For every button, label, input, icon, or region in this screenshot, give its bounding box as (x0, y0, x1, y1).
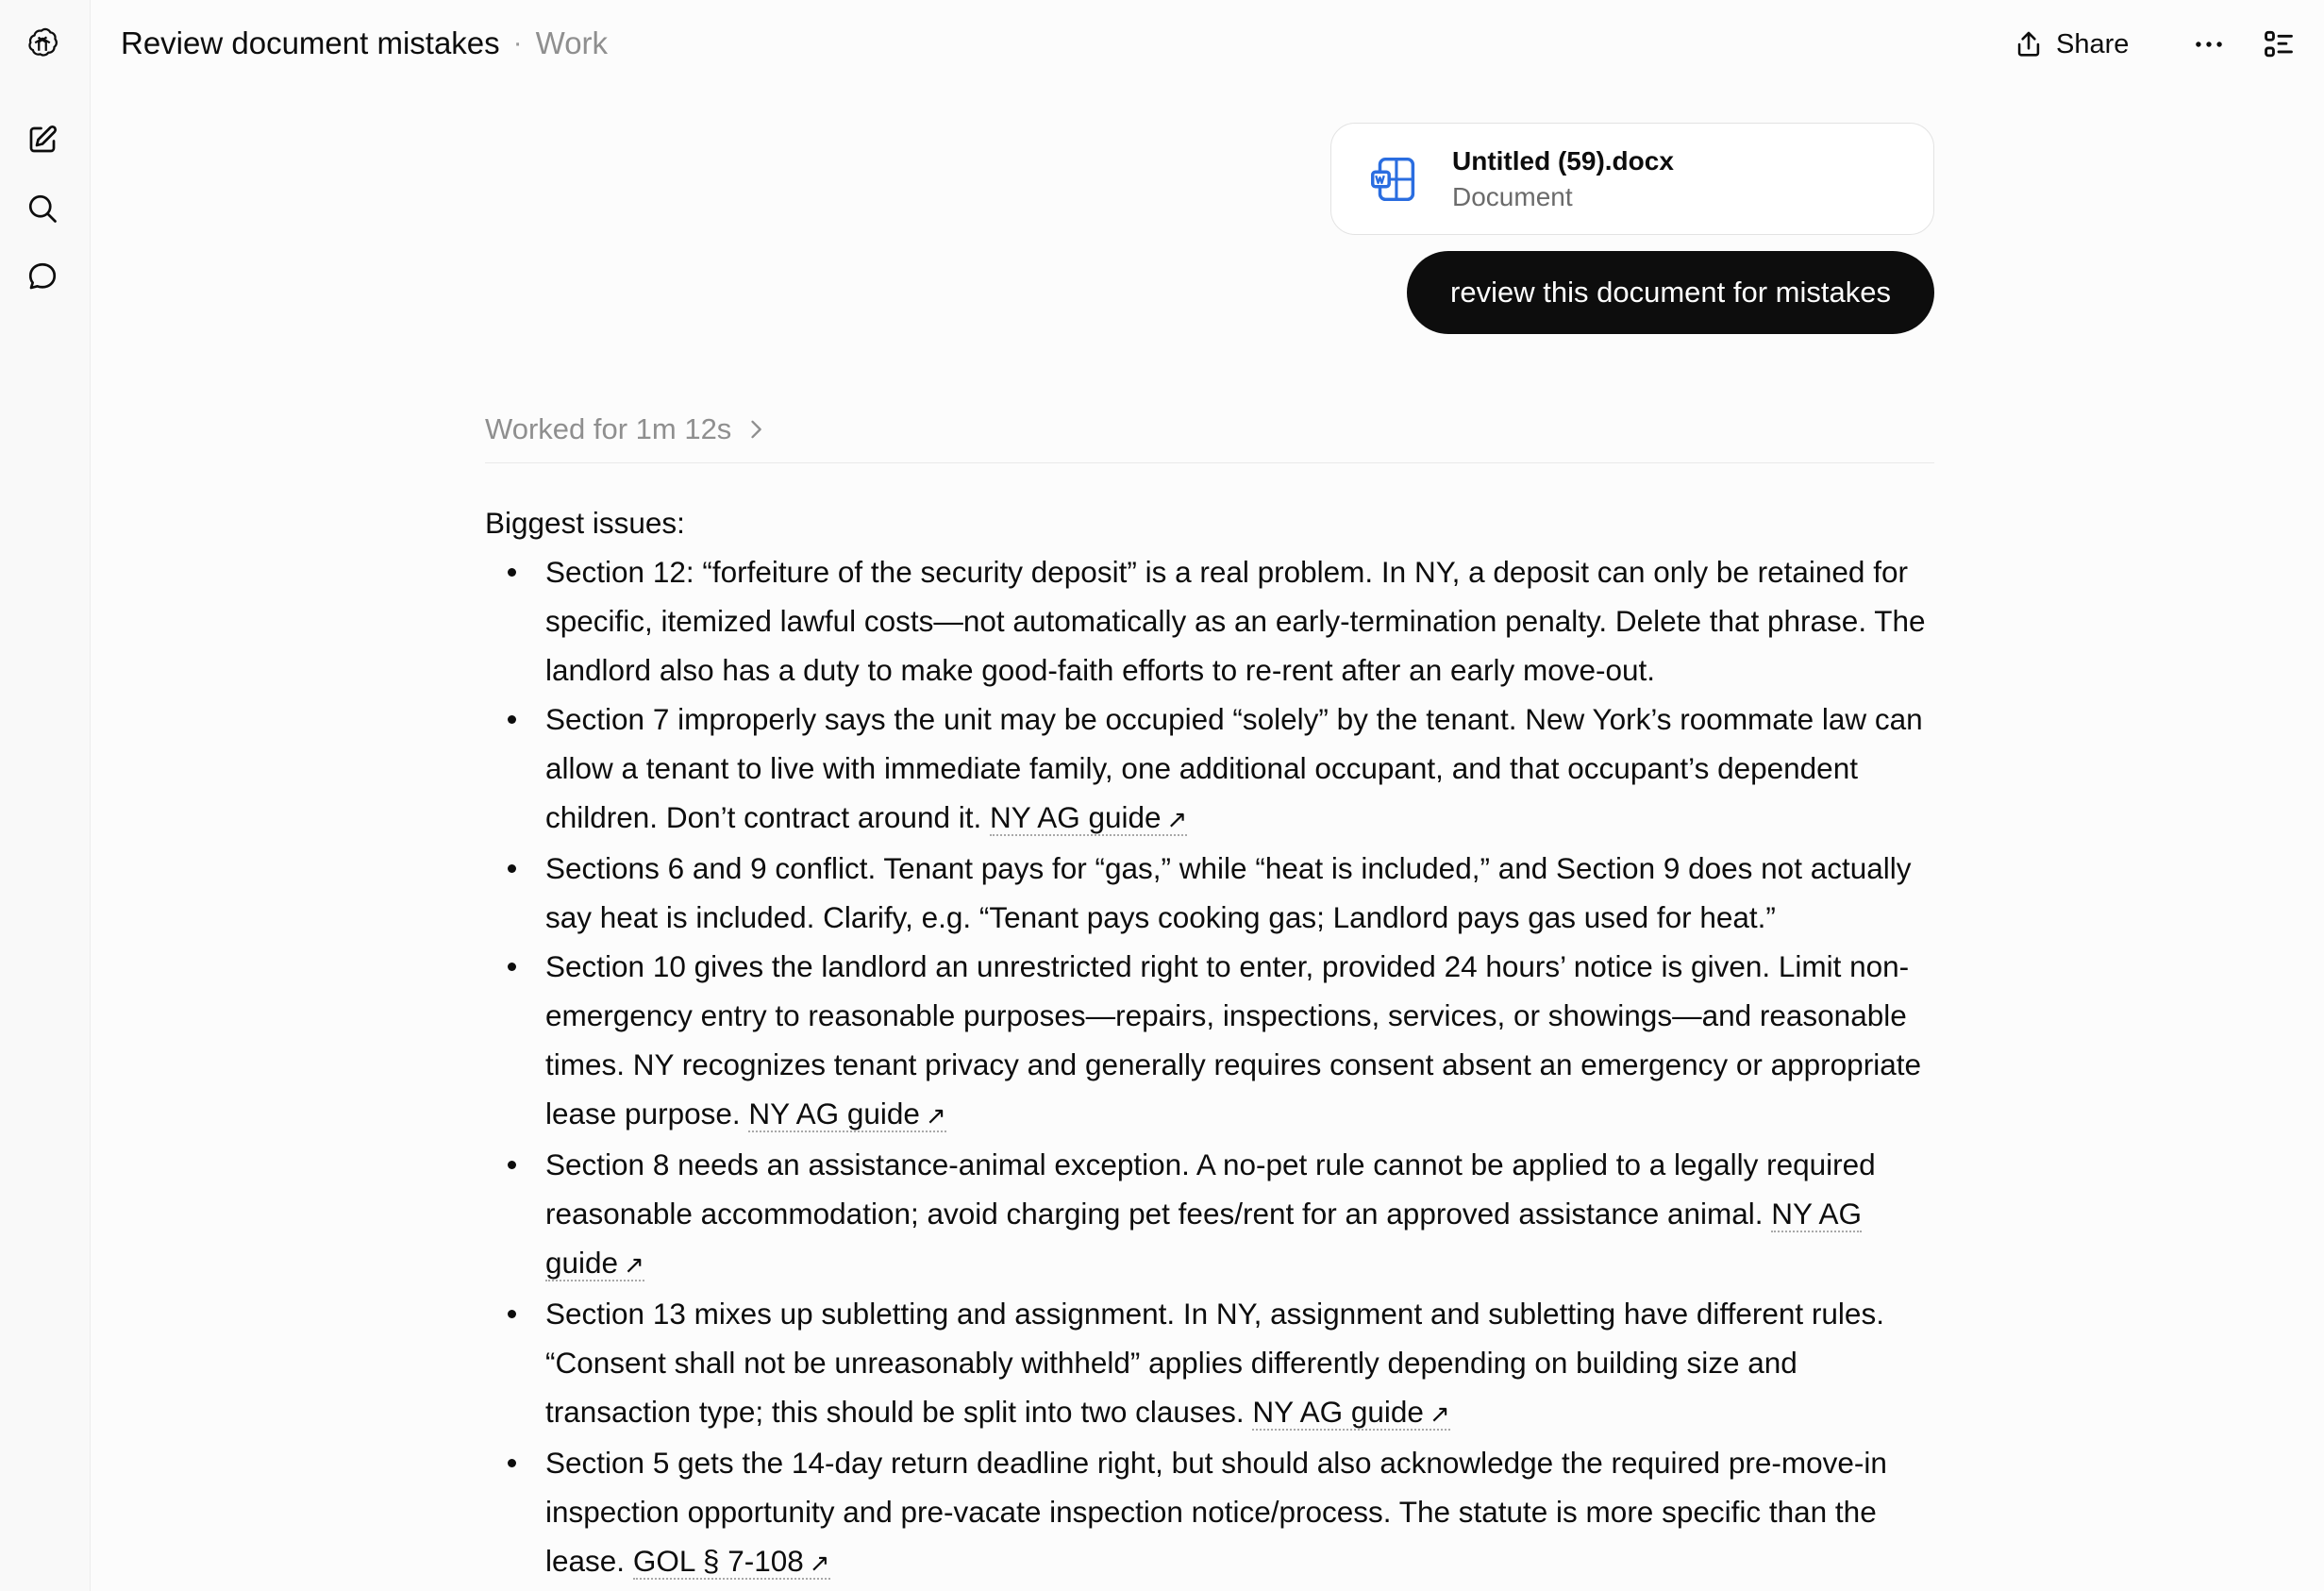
list-item (485, 1438, 1938, 1587)
project-name[interactable]: Work (535, 25, 609, 60)
issue-text: Section 12: “forfeiture of the security deposit” is a real problem. In NY, a deposit can only be retained for specific, itemized lawful costs—not automatically as an early-termination penalty. Delete that phrase. The landlord also has a duty to make good-faith efforts to re-rent after an early move-out. (545, 555, 1926, 687)
issue-text: Section 8 needs an assistance-animal exception. A no-pet rule cannot be applied to a legally required reasonable accommodation; avoid charging pet fees/rent for an approved assistance animal. (545, 1147, 1876, 1231)
toggle-panel-button[interactable] (2257, 23, 2300, 66)
attachment-card[interactable] (1330, 123, 1934, 235)
list-item (485, 942, 1938, 1140)
issue-text: Section 5 gets the 14-day return deadline right, but should also acknowledge the required pre-move-in inspection opportunity and pre-vacate inspection notice/process. The statute is more specific than the lease. (545, 1446, 1887, 1578)
issue-text: Section 7 improperly says the unit may be occupied “solely” by the tenant. New York’s roommate law can allow a tenant to live with immediate family, one additional occupant, and that occupant’s dependent children. Don’t contract around it. (545, 702, 1923, 834)
attachment-type: Document (1452, 181, 1573, 211)
openai-logo-icon[interactable] (21, 21, 64, 64)
search-icon[interactable] (21, 187, 64, 230)
list-item (485, 1289, 1938, 1438)
share-button[interactable] (2005, 23, 2136, 66)
external-link-icon: ↗ (624, 1250, 644, 1279)
external-link-icon: ↗ (1429, 1399, 1450, 1428)
share-icon (2013, 28, 2045, 60)
word-doc-icon (1365, 150, 1424, 209)
list-item (485, 844, 1938, 942)
citation-label: NY AG guide (990, 800, 1162, 834)
citation-link[interactable] (1252, 1395, 1449, 1431)
ellipsis-icon (2191, 26, 2227, 62)
chat-bubble-icon[interactable] (21, 255, 64, 298)
page-title: Review document mistakes (121, 25, 500, 60)
more-options-button[interactable] (2187, 23, 2231, 66)
issues-list (485, 547, 1938, 1587)
external-link-icon: ↗ (809, 1549, 830, 1577)
chevron-right-icon (743, 416, 769, 443)
citation-link[interactable] (633, 1544, 830, 1580)
divider (485, 462, 1934, 463)
worked-for-toggle[interactable] (485, 410, 769, 449)
citation-label: NY AG guide (1252, 1395, 1424, 1429)
external-link-icon: ↗ (1166, 805, 1188, 833)
citation-label: NY AG guide (748, 1097, 920, 1130)
issue-text: Sections 6 and 9 conflict. Tenant pays for “gas,” while “heat is included,” and Section 9 does not actually say heat is included. Clarify, e.g. “Tenant pays cooking gas; Landlord pays gas used for heat.” (545, 851, 1912, 934)
conversation-title[interactable] (121, 25, 608, 62)
share-label: Share (2056, 28, 2130, 59)
issue-text: Section 10 gives the landlord an unrestricted right to enter, provided 24 hours’ notice is given. Limit non-emergency entry to reasonable purposes—repairs, inspections, services, or showings—and reasonable times. NY recognizes tenant privacy and generally requires consent absent an emergency or appropriate lease purpose. (545, 949, 1921, 1130)
new-chat-icon[interactable] (21, 118, 64, 161)
title-separator: · (512, 27, 523, 59)
response-intro: Biggest issues: (485, 506, 685, 540)
citation-label: NY AG guide (545, 1197, 1862, 1280)
issue-text: Section 13 mixes up subletting and assignment. In NY, assignment and subletting have different rules. “Consent shall not be unreasonably withheld” applies differently depending on building size and transaction type; this should be split into two clauses. (545, 1297, 1884, 1429)
worked-for-label: Worked for 1m 12s (485, 412, 732, 445)
citation-link[interactable] (990, 800, 1187, 836)
external-link-icon: ↗ (925, 1101, 946, 1130)
list-item (485, 1140, 1938, 1289)
citation-label: GOL § 7-108 (632, 1544, 804, 1578)
user-message-bubble: review this document for mistakes (1407, 251, 1934, 334)
list-item (485, 695, 1938, 844)
list-panel-icon (2261, 26, 2297, 62)
citation-link[interactable] (748, 1097, 945, 1132)
sidebar-rail (0, 0, 91, 1591)
attachment-info (1452, 143, 1674, 215)
list-item (485, 547, 1938, 695)
assistant-response (485, 498, 1938, 1587)
attachment-name: Untitled (59).docx (1452, 145, 1674, 176)
